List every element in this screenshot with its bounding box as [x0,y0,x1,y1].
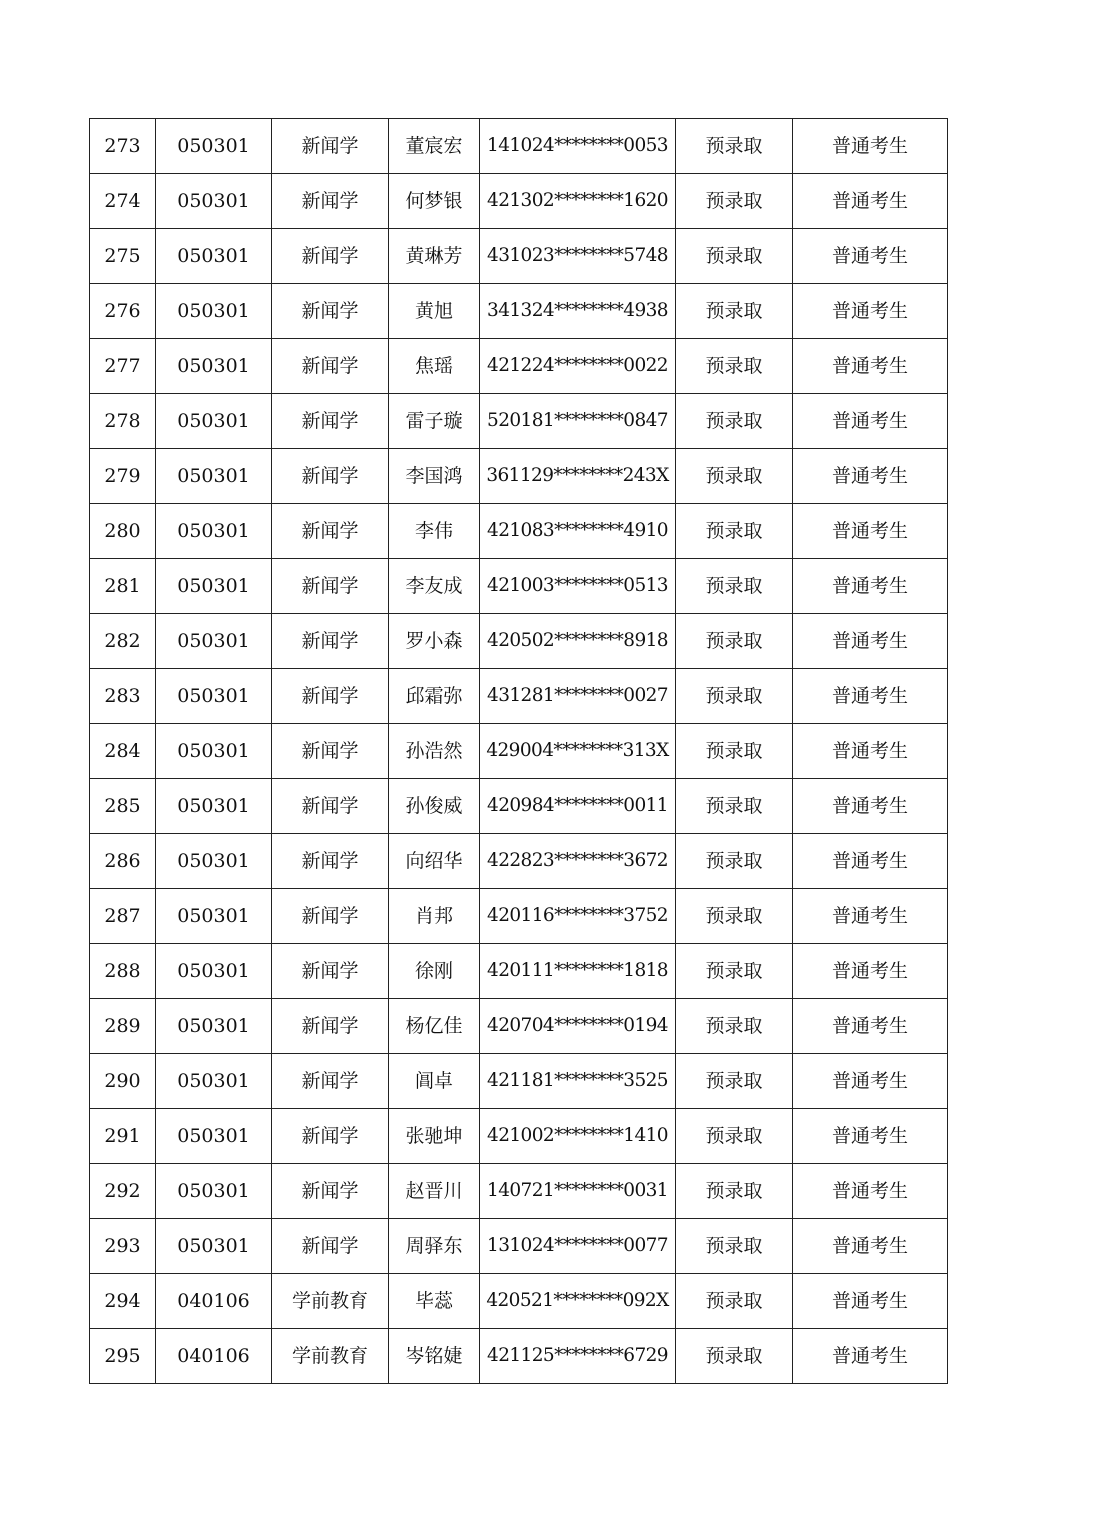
table-row [90,119,948,174]
candidate-type-cell: 普通考生 [793,449,948,504]
admission-status-cell: 预录取 [676,1109,793,1164]
table-row [90,1274,948,1329]
student-name-cell: 岑铭婕 [389,1329,480,1384]
table-row [90,504,948,559]
admission-status-cell: 预录取 [676,1164,793,1219]
id-number-cell: 431023********5748 [480,229,676,284]
student-name-cell: 李友成 [389,559,480,614]
row-number-cell: 273 [90,119,156,174]
table-body [90,119,948,1384]
major-name-cell: 新闻学 [272,669,389,724]
id-number-cell: 421224********0022 [480,339,676,394]
row-number-cell: 284 [90,724,156,779]
major-name-cell: 新闻学 [272,449,389,504]
student-name-cell: 李伟 [389,504,480,559]
row-number-cell: 274 [90,174,156,229]
candidate-type-cell: 普通考生 [793,174,948,229]
table-row [90,559,948,614]
candidate-type-cell: 普通考生 [793,889,948,944]
major-name-cell: 新闻学 [272,394,389,449]
major-name-cell: 学前教育 [272,1329,389,1384]
major-name-cell: 新闻学 [272,614,389,669]
id-number-cell: 421302********1620 [480,174,676,229]
major-code-cell: 050301 [156,669,272,724]
major-code-cell: 050301 [156,394,272,449]
row-number-cell: 293 [90,1219,156,1274]
table-row [90,999,948,1054]
candidate-type-cell: 普通考生 [793,339,948,394]
admission-status-cell: 预录取 [676,724,793,779]
table-row [90,449,948,504]
student-name-cell: 董宸宏 [389,119,480,174]
table-row [90,1109,948,1164]
row-number-cell: 279 [90,449,156,504]
major-name-cell: 新闻学 [272,559,389,614]
admission-status-cell: 预录取 [676,229,793,284]
major-name-cell: 新闻学 [272,1109,389,1164]
admission-status-cell: 预录取 [676,669,793,724]
table-row [90,229,948,284]
major-code-cell: 050301 [156,1054,272,1109]
student-name-cell: 向绍华 [389,834,480,889]
candidate-type-cell: 普通考生 [793,119,948,174]
candidate-type-cell: 普通考生 [793,1274,948,1329]
admission-status-cell: 预录取 [676,339,793,394]
admission-status-cell: 预录取 [676,1274,793,1329]
admission-status-cell: 预录取 [676,504,793,559]
major-name-cell: 新闻学 [272,889,389,944]
major-code-cell: 050301 [156,614,272,669]
candidate-type-cell: 普通考生 [793,834,948,889]
row-number-cell: 295 [90,1329,156,1384]
id-number-cell: 421181********3525 [480,1054,676,1109]
table-row [90,284,948,339]
student-name-cell: 何梦银 [389,174,480,229]
candidate-type-cell: 普通考生 [793,1219,948,1274]
student-name-cell: 黄旭 [389,284,480,339]
id-number-cell: 421003********0513 [480,559,676,614]
student-name-cell: 毕蕊 [389,1274,480,1329]
major-code-cell: 050301 [156,1219,272,1274]
student-name-cell: 肖邦 [389,889,480,944]
id-number-cell: 341324********4938 [480,284,676,339]
row-number-cell: 280 [90,504,156,559]
candidate-type-cell: 普通考生 [793,1054,948,1109]
student-name-cell: 赵晋川 [389,1164,480,1219]
student-name-cell: 黄琳芳 [389,229,480,284]
id-number-cell: 429004********313X [480,724,676,779]
major-code-cell: 050301 [156,559,272,614]
admission-status-cell: 预录取 [676,944,793,999]
id-number-cell: 420116********3752 [480,889,676,944]
student-name-cell: 徐刚 [389,944,480,999]
major-code-cell: 050301 [156,724,272,779]
admission-status-cell: 预录取 [676,999,793,1054]
admission-status-cell: 预录取 [676,449,793,504]
row-number-cell: 288 [90,944,156,999]
row-number-cell: 294 [90,1274,156,1329]
table-row [90,669,948,724]
candidate-type-cell: 普通考生 [793,779,948,834]
student-name-cell: 孙浩然 [389,724,480,779]
major-name-cell: 新闻学 [272,779,389,834]
admission-status-cell: 预录取 [676,284,793,339]
id-number-cell: 520181********0847 [480,394,676,449]
table-row [90,1219,948,1274]
candidate-type-cell: 普通考生 [793,999,948,1054]
admission-status-cell: 预录取 [676,1054,793,1109]
major-name-cell: 新闻学 [272,999,389,1054]
major-code-cell: 050301 [156,889,272,944]
id-number-cell: 420111********1818 [480,944,676,999]
admission-status-cell: 预录取 [676,779,793,834]
admission-status-cell: 预录取 [676,614,793,669]
candidate-type-cell: 普通考生 [793,1329,948,1384]
major-code-cell: 050301 [156,944,272,999]
major-code-cell: 050301 [156,834,272,889]
major-code-cell: 040106 [156,1274,272,1329]
candidate-type-cell: 普通考生 [793,669,948,724]
major-name-cell: 新闻学 [272,504,389,559]
student-name-cell: 雷子璇 [389,394,480,449]
major-name-cell: 新闻学 [272,834,389,889]
row-number-cell: 277 [90,339,156,394]
major-code-cell: 050301 [156,999,272,1054]
major-code-cell: 050301 [156,504,272,559]
major-name-cell: 新闻学 [272,284,389,339]
id-number-cell: 431281********0027 [480,669,676,724]
major-code-cell: 040106 [156,1329,272,1384]
candidate-type-cell: 普通考生 [793,504,948,559]
table-row [90,1329,948,1384]
id-number-cell: 420704********0194 [480,999,676,1054]
admission-status-cell: 预录取 [676,1329,793,1384]
admission-status-cell: 预录取 [676,394,793,449]
major-name-cell: 新闻学 [272,1054,389,1109]
table-row [90,339,948,394]
candidate-type-cell: 普通考生 [793,1164,948,1219]
major-name-cell: 新闻学 [272,229,389,284]
table-row [90,1054,948,1109]
table-row [90,724,948,779]
major-name-cell: 新闻学 [272,724,389,779]
row-number-cell: 289 [90,999,156,1054]
student-name-cell: 阊卓 [389,1054,480,1109]
table-row [90,834,948,889]
row-number-cell: 283 [90,669,156,724]
student-name-cell: 罗小森 [389,614,480,669]
row-number-cell: 278 [90,394,156,449]
row-number-cell: 281 [90,559,156,614]
candidate-type-cell: 普通考生 [793,944,948,999]
major-code-cell: 050301 [156,339,272,394]
id-number-cell: 420984********0011 [480,779,676,834]
major-name-cell: 新闻学 [272,1219,389,1274]
student-name-cell: 李国鸿 [389,449,480,504]
student-name-cell: 杨亿佳 [389,999,480,1054]
id-number-cell: 421083********4910 [480,504,676,559]
major-code-cell: 050301 [156,284,272,339]
row-number-cell: 290 [90,1054,156,1109]
table-row [90,174,948,229]
student-name-cell: 邱霜弥 [389,669,480,724]
admission-status-cell: 预录取 [676,834,793,889]
major-code-cell: 050301 [156,449,272,504]
major-name-cell: 新闻学 [272,944,389,999]
row-number-cell: 276 [90,284,156,339]
candidate-type-cell: 普通考生 [793,559,948,614]
candidate-type-cell: 普通考生 [793,1109,948,1164]
table-row [90,944,948,999]
row-number-cell: 285 [90,779,156,834]
id-number-cell: 422823********3672 [480,834,676,889]
admission-status-cell: 预录取 [676,889,793,944]
major-code-cell: 050301 [156,1164,272,1219]
major-code-cell: 050301 [156,1109,272,1164]
row-number-cell: 291 [90,1109,156,1164]
major-name-cell: 新闻学 [272,339,389,394]
student-name-cell: 焦瑶 [389,339,480,394]
candidate-type-cell: 普通考生 [793,614,948,669]
admission-status-cell: 预录取 [676,1219,793,1274]
id-number-cell: 361129********243X [480,449,676,504]
student-name-cell: 孙俊威 [389,779,480,834]
table-row [90,1164,948,1219]
table-row [90,394,948,449]
candidate-type-cell: 普通考生 [793,229,948,284]
id-number-cell: 420502********8918 [480,614,676,669]
id-number-cell: 140721********0031 [480,1164,676,1219]
id-number-cell: 421002********1410 [480,1109,676,1164]
admission-status-cell: 预录取 [676,119,793,174]
major-code-cell: 050301 [156,119,272,174]
candidate-type-cell: 普通考生 [793,724,948,779]
row-number-cell: 275 [90,229,156,284]
student-name-cell: 周驿东 [389,1219,480,1274]
id-number-cell: 420521********092X [480,1274,676,1329]
admission-status-cell: 预录取 [676,174,793,229]
row-number-cell: 282 [90,614,156,669]
major-name-cell: 新闻学 [272,174,389,229]
row-number-cell: 292 [90,1164,156,1219]
major-code-cell: 050301 [156,779,272,834]
admission-status-cell: 预录取 [676,559,793,614]
major-name-cell: 学前教育 [272,1274,389,1329]
id-number-cell: 141024********0053 [480,119,676,174]
major-name-cell: 新闻学 [272,1164,389,1219]
student-name-cell: 张驰坤 [389,1109,480,1164]
major-code-cell: 050301 [156,174,272,229]
id-number-cell: 131024********0077 [480,1219,676,1274]
candidate-type-cell: 普通考生 [793,394,948,449]
row-number-cell: 286 [90,834,156,889]
major-code-cell: 050301 [156,229,272,284]
row-number-cell: 287 [90,889,156,944]
admission-list-table [89,118,948,1384]
table-row [90,779,948,834]
table-row [90,889,948,944]
id-number-cell: 421125********6729 [480,1329,676,1384]
candidate-type-cell: 普通考生 [793,284,948,339]
table-row [90,614,948,669]
major-name-cell: 新闻学 [272,119,389,174]
